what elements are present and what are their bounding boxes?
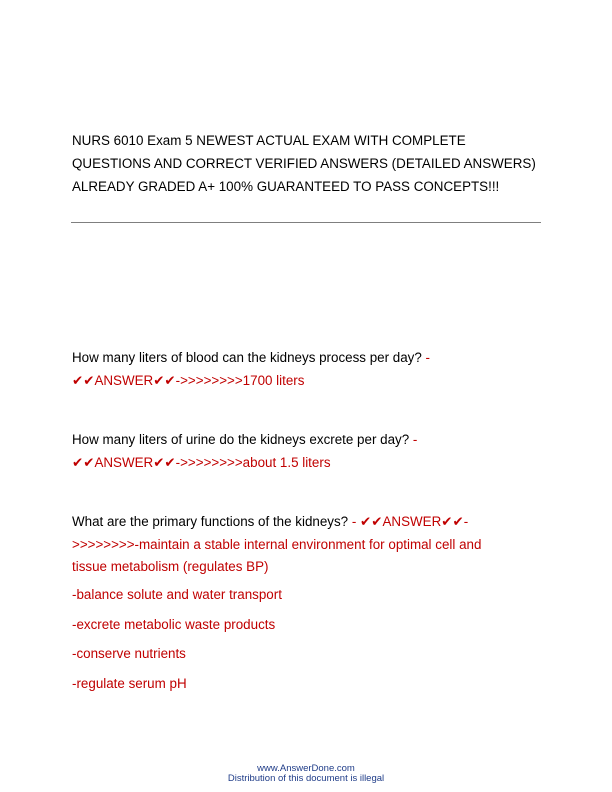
question-text: How many liters of blood can the kidneys process per day? [72, 350, 422, 365]
answer-inline: - ✔✔ANSWER✔✔- [348, 514, 469, 529]
question-text: How many liters of urine do the kidneys excrete per day? [72, 432, 410, 447]
answer-text: ✔✔ANSWER✔✔->>>>>>>>about 1.5 liters [72, 454, 331, 470]
title-line: QUESTIONS AND CORRECT VERIFIED ANSWERS (DETAILED ANSWERS) [72, 156, 536, 171]
answer-text: tissue metabolism (regulates BP) [72, 559, 269, 574]
answer-bullet: -conserve nutrients [72, 646, 186, 661]
answer-inline: - [421, 350, 431, 365]
title-line: ALREADY GRADED A+ 100% GUARANTEED TO PASS CONCEPTS!!! [72, 179, 500, 194]
title-divider [71, 222, 541, 223]
answer-text: ✔✔ANSWER✔✔->>>>>>>>1700 liters [72, 372, 305, 388]
footer-notice: Distribution of this document is illegal [227, 773, 385, 784]
question-line [72, 429, 542, 452]
footer-site-link[interactable]: www.AnswerDone.com [257, 763, 355, 774]
answer-bullet: -regulate serum pH [72, 675, 187, 691]
question-line [72, 347, 542, 370]
answer-bullet: -balance solute and water transport [72, 587, 282, 602]
question-line [72, 511, 542, 534]
question-text: What are the primary functions of the kidneys? [72, 514, 349, 529]
answer-bullet: -excrete metabolic waste products [72, 616, 276, 632]
qa-item [72, 429, 542, 474]
title-line: NURS 6010 Exam 5 NEWEST ACTUAL EXAM WITH COMPLETE [72, 133, 466, 148]
answer-inline: - [409, 432, 418, 447]
answer-text: >>>>>>>>-maintain a stable internal environment for optimal cell and [72, 536, 482, 552]
answer-bullet-list [72, 584, 542, 702]
qa-item [72, 511, 542, 579]
document-title [72, 129, 542, 198]
qa-item [72, 347, 542, 392]
